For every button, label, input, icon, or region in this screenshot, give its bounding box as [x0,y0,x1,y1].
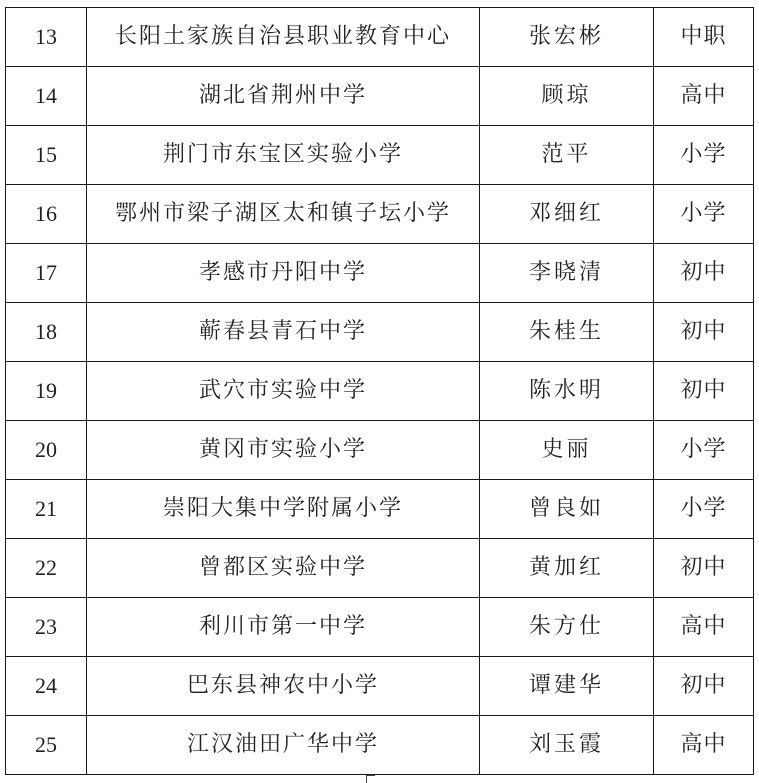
table-row [6,126,754,185]
person-name: 李晓清 [480,244,654,303]
school-level: 小学 [654,421,754,480]
table-row [6,421,754,480]
school-name: 武穴市实验中学 [87,362,480,421]
table-row [6,244,754,303]
row-number: 22 [6,539,87,598]
school-level: 小学 [654,480,754,539]
person-name: 顾琼 [480,67,654,126]
school-name: 巴东县神农中小学 [87,657,480,716]
table-row [6,657,754,716]
row-number: 21 [6,480,87,539]
school-level: 初中 [654,539,754,598]
person-name: 张宏彬 [480,8,654,67]
row-number: 24 [6,657,87,716]
school-level: 初中 [654,657,754,716]
row-number: 13 [6,8,87,67]
row-number: 15 [6,126,87,185]
table-row [6,67,754,126]
table-row [6,539,754,598]
person-name: 曾良如 [480,480,654,539]
school-name: 江汉油田广华中学 [87,716,480,775]
person-name: 黄加红 [480,539,654,598]
table-row [6,303,754,362]
school-name: 蕲春县青石中学 [87,303,480,362]
row-number: 18 [6,303,87,362]
school-level: 小学 [654,126,754,185]
row-number: 16 [6,185,87,244]
table-row [6,185,754,244]
row-number: 25 [6,716,87,775]
school-name: 黄冈市实验小学 [87,421,480,480]
school-level: 中职 [654,8,754,67]
table-row [6,480,754,539]
row-number: 19 [6,362,87,421]
school-name: 荆门市东宝区实验小学 [87,126,480,185]
person-name: 朱桂生 [480,303,654,362]
person-name: 范平 [480,126,654,185]
table-row [6,8,754,67]
school-name: 利川市第一中学 [87,598,480,657]
school-name: 孝感市丹阳中学 [87,244,480,303]
row-number: 14 [6,67,87,126]
school-level: 高中 [654,598,754,657]
school-name: 曾都区实验中学 [87,539,480,598]
table-row [6,598,754,657]
person-name: 刘玉霞 [480,716,654,775]
table-row [6,362,754,421]
roster-table-body [6,8,754,775]
school-name: 崇阳大集中学附属小学 [87,480,480,539]
person-name: 史丽 [480,421,654,480]
school-name: 长阳土家族自治县职业教育中心 [87,8,480,67]
row-number: 17 [6,244,87,303]
table-row [6,716,754,775]
person-name: 谭建华 [480,657,654,716]
person-name: 陈水明 [480,362,654,421]
roster-table [5,7,754,775]
row-number: 23 [6,598,87,657]
person-name: 朱方仕 [480,598,654,657]
person-name: 邓细红 [480,185,654,244]
school-level: 初中 [654,303,754,362]
school-level: 初中 [654,244,754,303]
school-level: 高中 [654,716,754,775]
school-name: 鄂州市梁子湖区太和镇子坛小学 [87,185,480,244]
school-name: 湖北省荆州中学 [87,67,480,126]
row-number: 20 [6,421,87,480]
school-level: 初中 [654,362,754,421]
school-level: 高中 [654,67,754,126]
school-level: 小学 [654,185,754,244]
